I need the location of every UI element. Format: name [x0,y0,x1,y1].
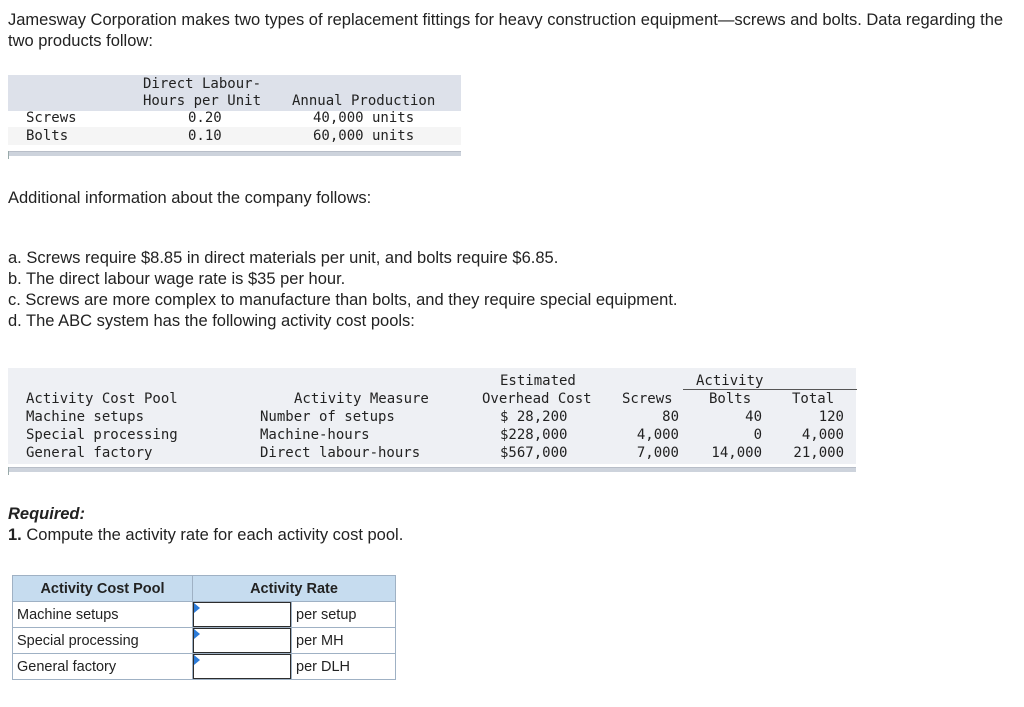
required-label: Required: [8,505,86,523]
additional-info-text: Additional information about the company follows: [8,189,372,207]
answer-row-pool: Machine setups [13,602,193,628]
table1-row-bolts-production: 60,000 units [313,128,415,144]
required-question [8,526,403,545]
table-row [13,654,396,680]
table2-row1-pool: Machine setups [26,409,145,425]
table1-left-tick [8,151,9,159]
table2-row2-cost: $228,000 [500,427,568,443]
table2-row3-bolts: 14,000 [711,445,762,461]
required-number: 1. [8,526,22,544]
table2-header-screws: Screws [622,391,673,407]
table2-left-tick [8,467,9,475]
table2-row1-total: 120 [818,409,844,425]
table2-header-estimated: Estimated [500,373,576,389]
table2-row1-cost: $ 28,200 [500,409,568,425]
table2-row1-bolts: 40 [745,409,762,425]
table2-row1-measure: Number of setups [260,409,395,425]
table2-row2-total: 4,000 [801,427,844,443]
answer-header-pool: Activity Cost Pool [13,576,193,602]
table2-row2-bolts: 0 [753,427,762,443]
required-text: Compute the activity rate for each activity cost pool. [21,526,404,544]
table1-row-screws-hours: 0.20 [188,110,222,126]
item-d: d. The ABC system has the following activity cost pools: [8,312,415,330]
item-b: b. The direct labour wage rate is $35 per hour. [8,270,346,288]
answer-row-pool: General factory [13,654,193,680]
table2-row2-screws: 4,000 [636,427,679,443]
table2-header-bolts: Bolts [709,391,752,407]
table2-header-pool: Activity Cost Pool [26,391,178,407]
table2-header-overhead-cost: Overhead Cost [482,391,592,407]
table2-header-total: Total [792,391,835,407]
special-processing-rate-input[interactable] [193,628,291,653]
table2-row3-screws: 7,000 [636,445,679,461]
input-marker-icon [194,603,200,613]
table2-bottom-rule [8,467,856,472]
table1-header-production: Annual Production [292,93,436,109]
item-c: c. Screws are more complex to manufacture than bolts, and they require special equipment. [8,291,678,309]
table2-row1-screws: 80 [662,409,679,425]
intro-paragraph: Jamesway Corporation makes two types of replacement fittings for heavy construction equipment—screws and bolts. Data regarding the two products follow: [8,11,1004,50]
machine-setups-rate-input[interactable] [193,602,291,627]
answer-input-cell [193,602,292,628]
table1-row-screws-production: 40,000 units [313,110,415,126]
table1-bottom-rule [8,151,461,156]
answer-row-unit: per setup [292,602,396,628]
table1-header-dlh-line2: Hours per Unit [143,93,262,109]
table2-row2-measure: Machine-hours [260,427,370,443]
table1-row-bolts-hours: 0.10 [188,128,222,144]
general-factory-rate-input[interactable] [193,654,291,679]
table1-row-bolts-label: Bolts [26,128,69,144]
table2-row3-total: 21,000 [793,445,844,461]
answer-row-unit: per MH [292,628,396,654]
input-marker-icon [194,629,200,639]
table2-row2-pool: Special processing [26,427,178,443]
answer-row-pool: Special processing [13,628,193,654]
table2-row3-measure: Direct labour-hours [260,445,421,461]
answer-row-unit: per DLH [292,654,396,680]
table-row [13,602,396,628]
answer-input-cell [193,654,292,680]
table2-row3-cost: $567,000 [500,445,568,461]
answer-table [12,575,396,680]
input-marker-icon [194,655,200,665]
table-row [13,628,396,654]
table2-header-activity: Activity [696,373,764,389]
item-a: a. Screws require $8.85 in direct materials per unit, and bolts require $6.85. [8,249,559,267]
answer-input-cell [193,628,292,654]
table1-row-screws-label: Screws [26,110,77,126]
table1-header-dlh-line1: Direct Labour- [143,76,262,92]
table2-row3-pool: General factory [26,445,153,461]
answer-header-rate: Activity Rate [193,576,396,602]
table2-header-measure: Activity Measure [294,391,429,407]
